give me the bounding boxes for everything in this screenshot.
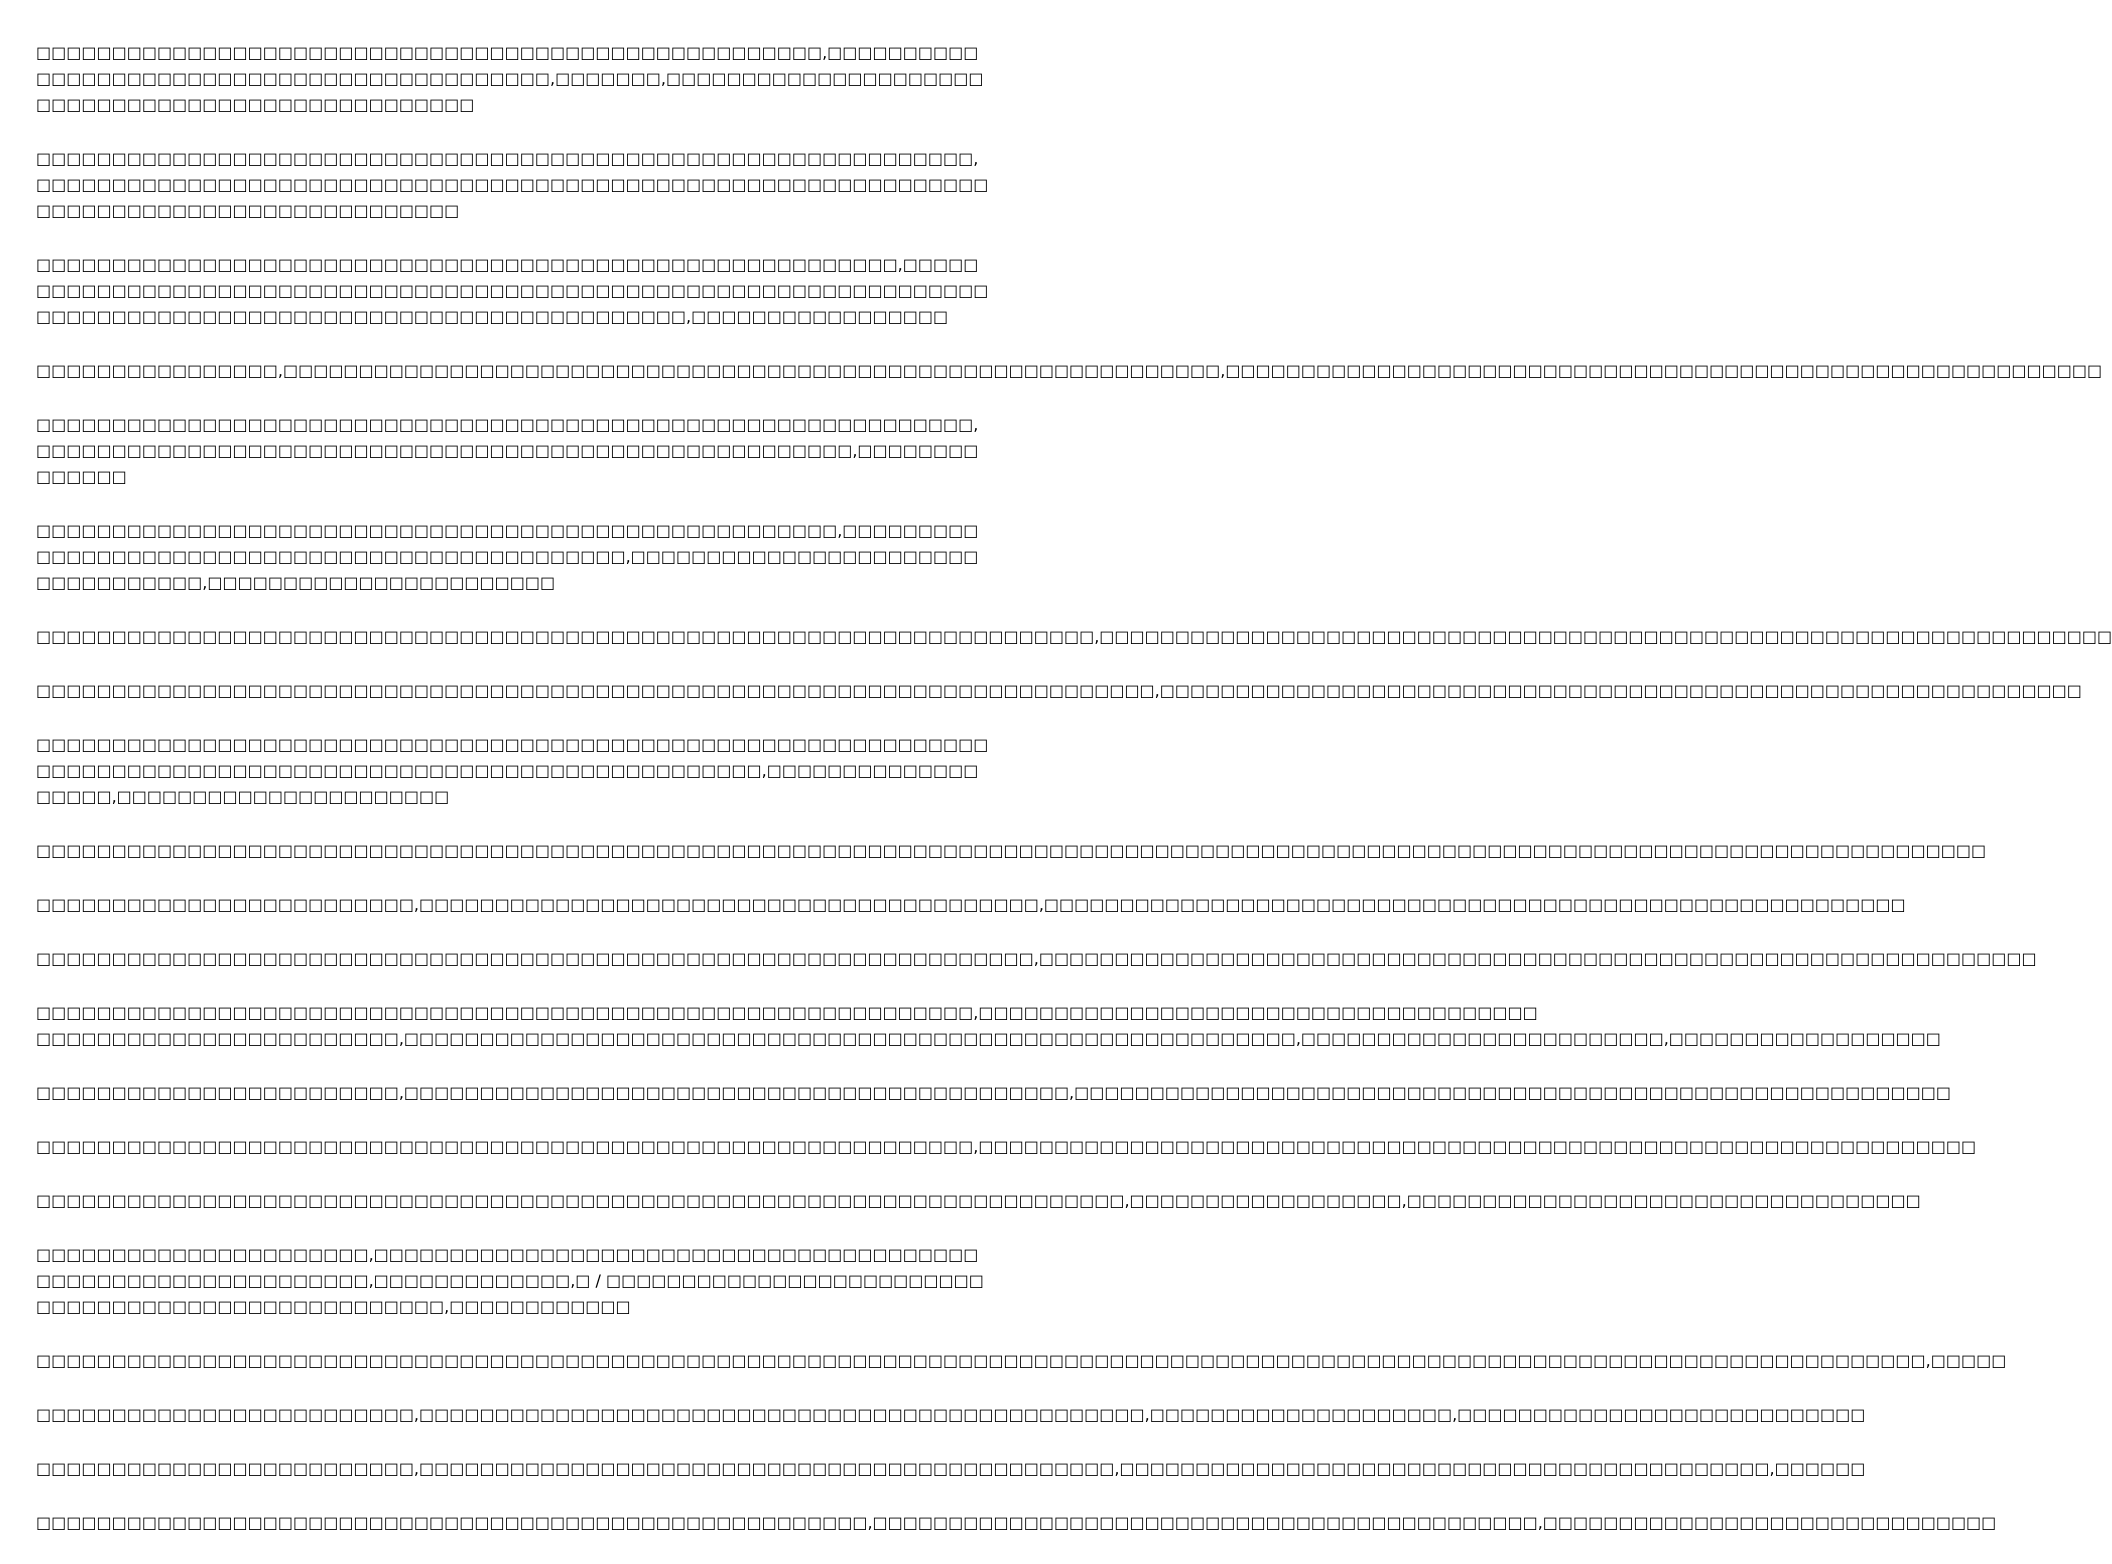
paragraph: □□□□□□□□□□□□□□□□□□□□□□□□□□□□□□□□□□□□□□□□□□□□□□□□□□□□□□□□□□□□□□□□□□,□□□□□□□□□□□□□□□□□□□□□□□□□□□□□□□□□□□□□□□□□□□□□□□□□□□□□□□□□□□□□□□□□□ [36, 949, 2037, 968]
paragraph: □□□□□□□□□□□□□□□□□□□□□□□□□□□□□□□□□□□□□□□□□□□□□□□□□□□□□□□□□□□□□□,□□□□□□□□□□□□□□□□□□□□□□□□□□□□□□□□□□□□□□□□□□□□□□□□□□□□□□□□□□□□□□□□□□ [36, 1137, 1977, 1156]
paragraph: □□□□□□□□□□□□□□□□□□□□□□□□□□□□□□□□□□□□□□□□□□□□□□□□□□□□□□□□□□□□□□□□□□□□□□□□□□□□□□□□□□□□□□□□□□□□□□□□□□□□□□□□□□□□□□□□□□□□□□□□□□□□□,□□□□□ [36, 1351, 2007, 1370]
paragraph: □□□□□□□□□□□□□□□□□□□□□□□□□□□□□□□□□□□□□□□□□□□□□□□□□□□□,□□□□□□□□□□□□□□□□□□□□□□□□□□□□□□□□□□□□□□□□□□□□,□□□□□□□,□□□□□□□□□□□□□□□□□□□□□□□□□□□□□□□□□□□□□□□□□□□□□□□□□□ [36, 43, 984, 114]
paragraph: □□□□□□□□□□□□□□□□□□□□□□□□□□□□□□□□□□□□□□□□□□□□□□□□□□□□□□□□□□□□□□□□□□□□□□□□□□,□□□□□□□□□□□□□□□□□□□□□□□□□□□□□□□□□□□□□□□□□□□□□□□□□□□□□□□□□□□□□ [36, 681, 2082, 700]
paragraph: □□□□□□□□□□□□□□□□□□□□□□□□□□□□□□□□□□□□□□□□□□□□□□□□□□□□□□□□□□□□□□,□□□□□□□□□□□□□□□□□□□□□□□□□□□□□□□□□□□□□□□□□□□□□□□□□□□□□□□□□□□□□□□□□□□□□□□□□□□□□□□□□□□□□□□□□□□ [36, 149, 989, 220]
paragraph: □□□□□□□□□□□□□□□□□□□□□□□□□□□□□□□□□□□□□□□□□□□□□□□□□□□□□□□□□□□□□□,□□□□□□□□□□□□□□□□□□□□□□□□□□□□□□□□□□□□□□□□□□□□□□□□□□□□□□,□□□□□□□□□□□□□□ [36, 415, 979, 486]
paragraph: □□□□□□□□□□□□□□□□□□□□□□□□□□□□□□□□□□□□□□□□□□□□□□□□□□□□□□□□□□□□□□□□□□□□□□,□□□□□□□□□□□□□□□□□□□□□□□□□□□□□□□□□□□□□□□□□□□□□□□□□□□□□□□□□□□□□□□□□□□ [36, 627, 2112, 646]
paragraph: □□□□□□□□□□□□□□□□□□□□□□□□,□□□□□□□□□□□□□□□□□□□□□□□□□□□□□□□□□□□□□□□□□□□□□□□□□□□□□□□□□□□,□□□□□□□□□□□□□□□□□□□□□□□□,□□□□□□□□□□□□□□□□□□ [36, 1029, 1941, 1048]
paragraph: □□□□□□□□□□□□□□□□□□□□□□□□□□□□□□□□□□□□□□□□□□□□□□□□□□□□□□□□□□□□□□□□□□□□□□□□□□□□□□□□□□□□□□□□□□□□□□□□□□□□□□□□□□□□□□□□□□□□□□□□□□□□□□□□□ [36, 841, 1987, 860]
paragraph: □□□□□□□□□□□□□□□□□□□□□□□□□,□□□□□□□□□□□□□□□□□□□□□□□□□□□□□□□□□□□□□□□□□□□□□□,□□□□□□□□□□□□□□□□□□□□□□□□□□□□□□□□□□□□□□□□□□□,□□□□□□ [36, 1459, 1866, 1478]
paragraph: □□□□□□□□□□□□□□□□□□□□□□□□□□□□□□□□□□□□□□□□□□□□□□□□□□□□□,□□□□□□□□□□□□□□□□□□□□□□□□□□□□□□□□□□□□□□□□□□□□□□□□,□□□□□□□□□□□□□□□□□□□□□□□□□□□□□□□□□□,□□□□□□□□□□□□□□□□□□□□□□□ [36, 521, 979, 592]
paragraph: □□□□□□□□□□□□□□□□□□□□□□□□□□□□□□□□□□□□□□□□□□□□□□□□□□□□□□□□□,□□□□□□□□□□□□□□□□□□□□□□□□□□□□□□□□□□□□□□□□□□□□□□□□□□□□□□□□□□□□□□□□□□□□□□□□□□□□□□□□□□□□□□□□□□□□□□□□□□□□□□□□□□□□□□□,□□□□□□□□□□□□□□□□□ [36, 255, 989, 326]
paragraph: □□□□□□□□□□□□□□□□□□□□□□,□□□□□□□□□□□□□□□□□□□□□□□□□□□□□□□□□□□□□□□□□□□□□□□□□□□□□□□□□□□□□□,□□□□□□□□□□□□□,□ / □□□□□□□□□□□□□□□□□□□□□□□□□□□□□□□□□□□□□□□□□□□□□□□□□□□□,□□□□□□□□□□□□ [36, 1245, 984, 1316]
paragraph: □□□□□□□□□□□□□□□□,□□□□□□□□□□□□□□□□□□□□□□□□□□□□□□□□□□□□□□□□□□□□□□□□□□□□□□□□□□□□□□,□□□□□□□□□□□□□□□□□□□□□□□□□□□□□□□□□□□□□□□□□□□□□□□□□□□□□□□□□□ [36, 361, 2103, 380]
paragraph: □□□□□□□□□□□□□□□□□□□□□□□□□,□□□□□□□□□□□□□□□□□□□□□□□□□□□□□□□□□□□□□□□□□□□□□□□□,□□□□□□□□□□□□□□□□□□□□,□□□□□□□□□□□□□□□□□□□□□□□□□□□ [36, 1405, 1866, 1424]
paragraph: □□□□□□□□□□□□□□□□□□□□□□□□□□□□□□□□□□□□□□□□□□□□□□□□□□□□□□□□□□□□□□,□□□□□□□□□□□□□□□□□□□□□□□□□□□□□□□□□□□□□ [36, 1003, 1538, 1022]
paragraph: □□□□□□□□□□□□□□□□□□□□□□□□□□□□□□□□□□□□□□□□□□□□□□□□□□□□□□□□□□□□□□□□□□□□□□□□□□□□□□□□□□□□□□□□□□□□□□□□□□□□□□□□□□□□□□□,□□□□□□□□□□□□□□□□□□□,□□□□□□□□□□□□□□□□□□□□□□ [36, 735, 989, 806]
paragraph: □□□□□□□□□□□□□□□□□□□□□□□□,□□□□□□□□□□□□□□□□□□□□□□□□□□□□□□□□□□□□□□□□□□□□,□□□□□□□□□□□□□□□□□□□□□□□□□□□□□□□□□□□□□□□□□□□□□□□□□□□□□□□□□□ [36, 1083, 1951, 1102]
paragraph: □□□□□□□□□□□□□□□□□□□□□□□□□□□□□□□□□□□□□□□□□□□□□□□□□□□□□□□,□□□□□□□□□□□□□□□□□□□□□□□□□□□□□□□□□□□□□□□□□□□□,□□□□□□□□□□□□□□□□□□□□□□□□□□□□□□ [36, 1513, 1997, 1532]
paragraph: □□□□□□□□□□□□□□□□□□□□□□□□□,□□□□□□□□□□□□□□□□□□□□□□□□□□□□□□□□□□□□□□□□□,□□□□□□□□□□□□□□□□□□□□□□□□□□□□□□□□□□□□□□□□□□□□□□□□□□□□□□□□□ [36, 895, 1906, 914]
document-body [36, 40, 2112, 1564]
paragraph: □□□□□□□□□□□□□□□□□□□□□□□□□□□□□□□□□□□□□□□□□□□□□□□□□□□□□□□□□□□□□□□□□□□□□□□□,□□□□□□□□□□□□□□□□□□,□□□□□□□□□□□□□□□□□□□□□□□□□□□□□□□□□□ [36, 1191, 1921, 1210]
